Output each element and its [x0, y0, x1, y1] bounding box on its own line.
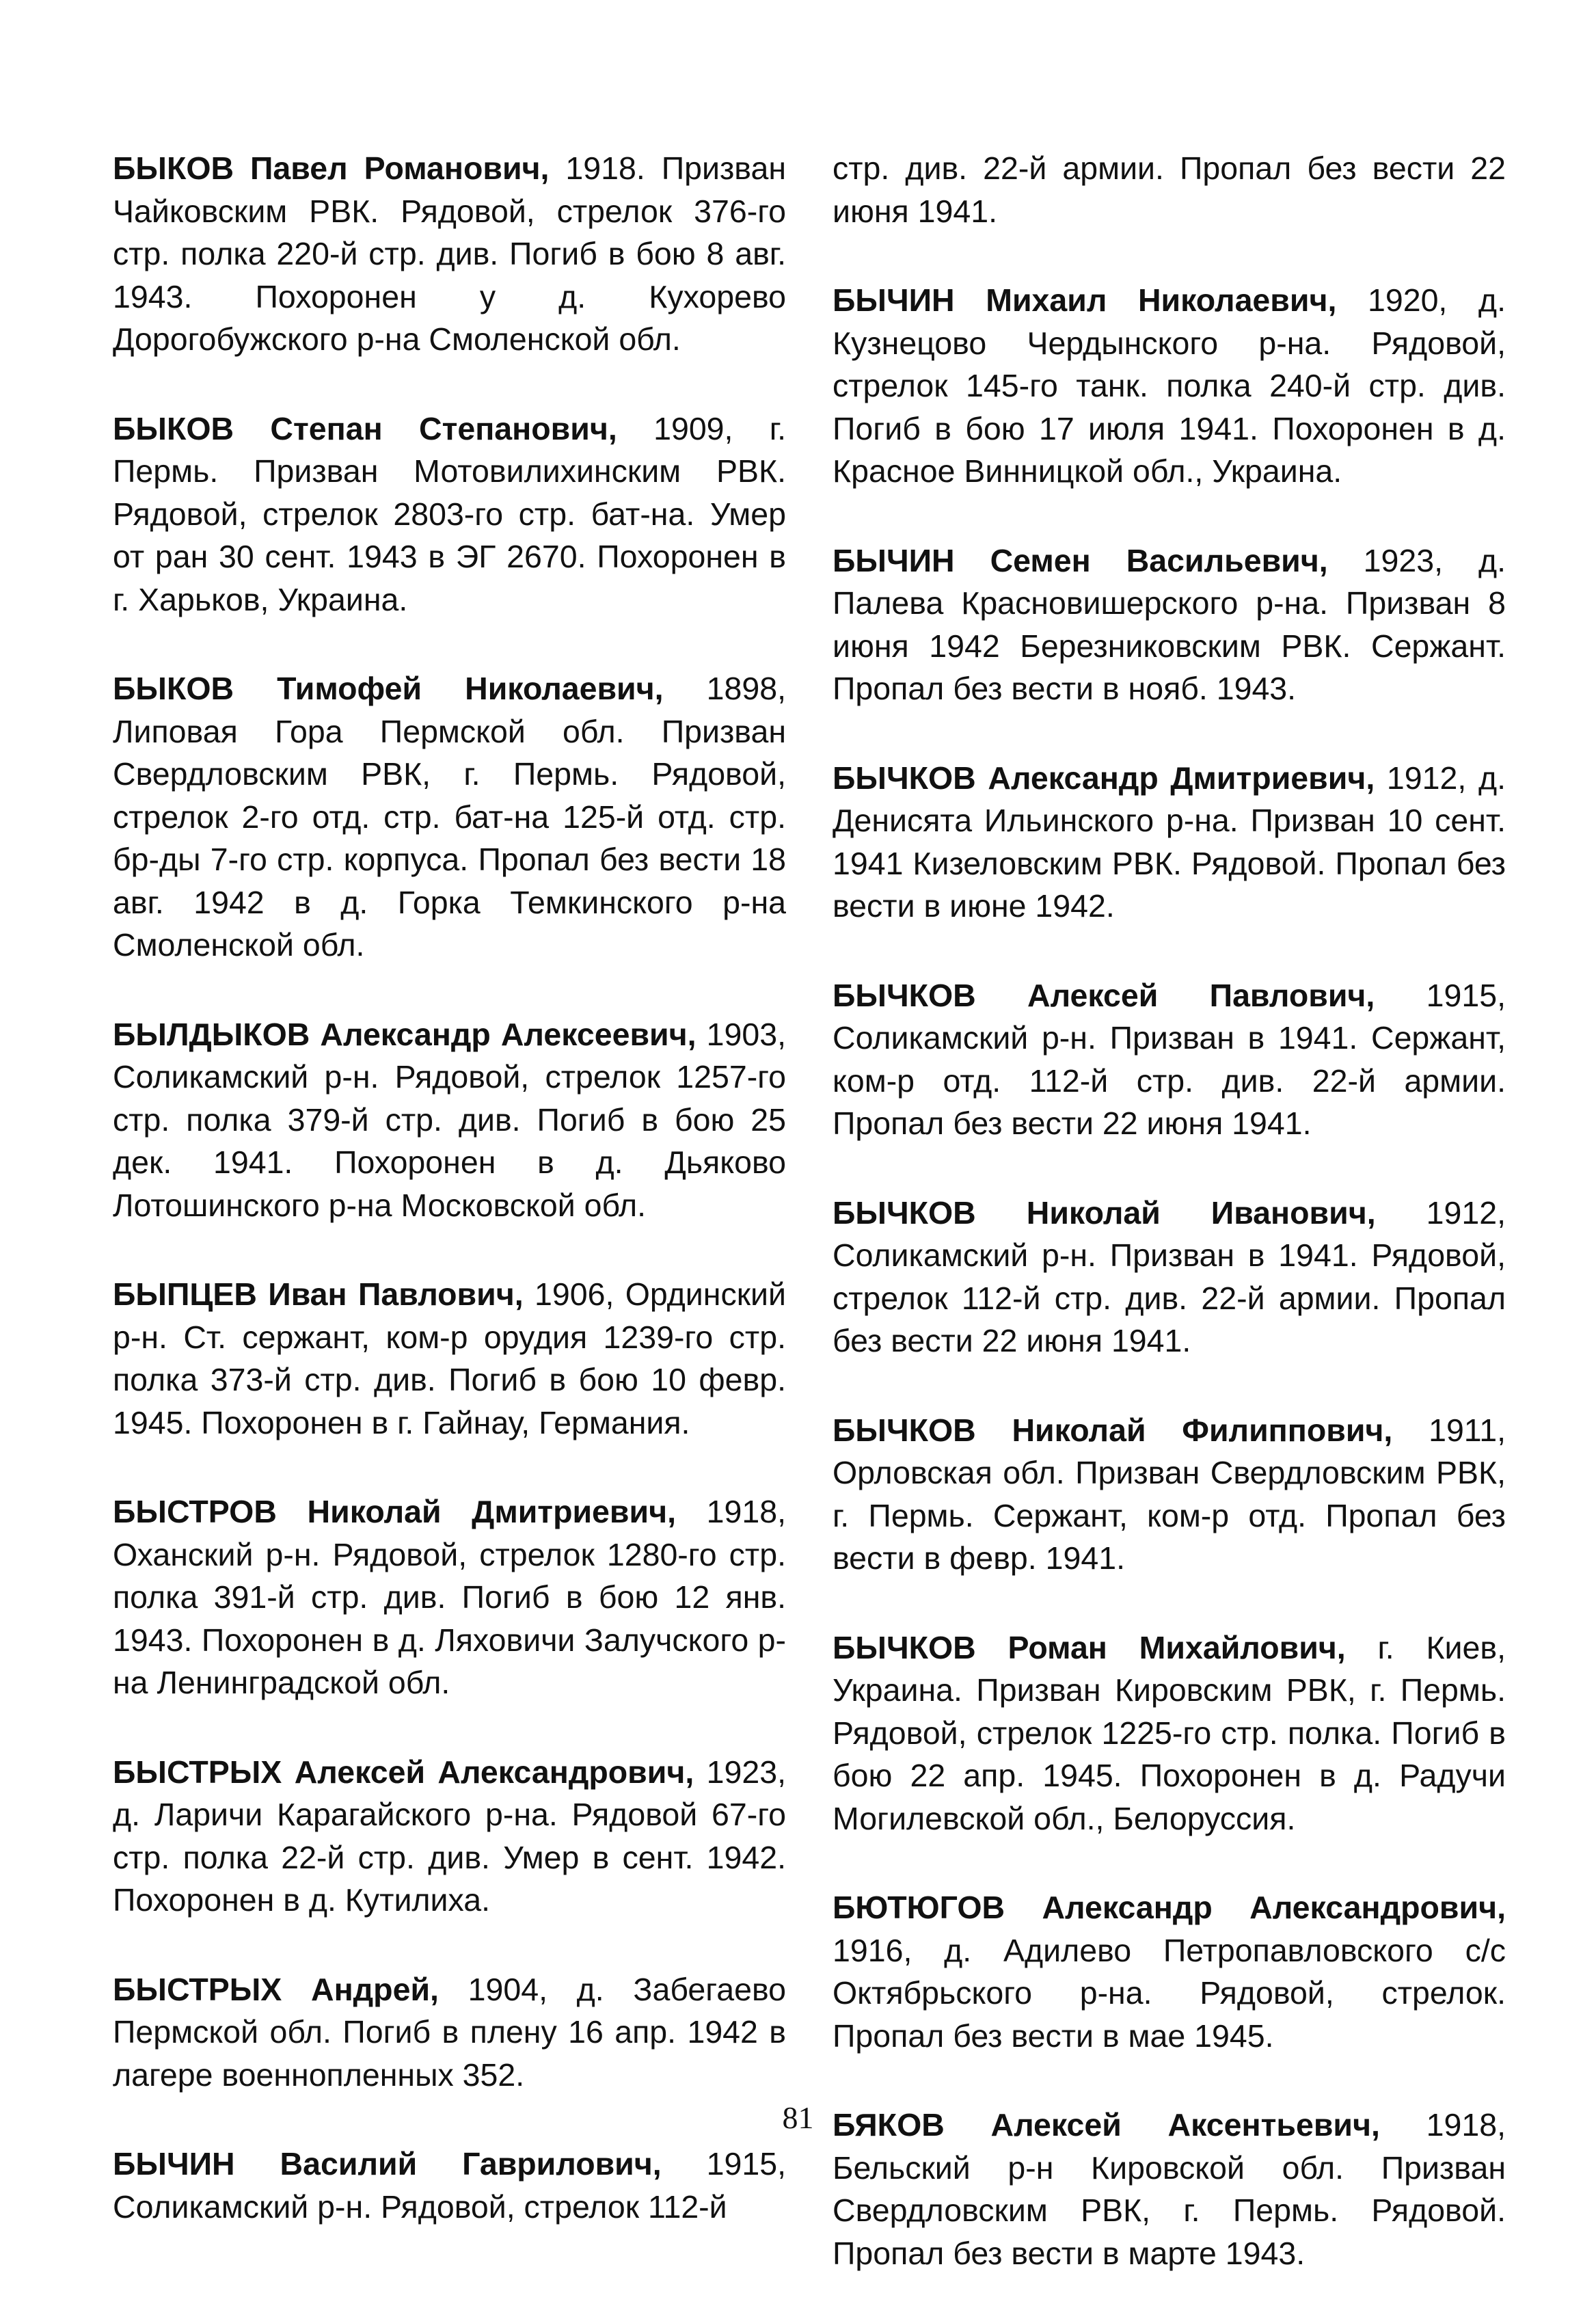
entry-text: 1918, Бельский р-н Кировской обл. Призван Свердловским РВК, г. Пермь. Рядовой. Пропал без вести в марте 1943. — [833, 2107, 1506, 2271]
entry-name: БЫКОВ Павел Романович, — [113, 150, 550, 186]
entry-text: 1912, д. Денисята Ильинского р-на. Призван 10 сент. 1941 Кизеловским РВК. Рядовой. Пропал без вести в июне 1942. — [833, 760, 1506, 924]
entry-text: 1923, д. Палева Красновишерского р-на. Призван 8 июня 1942 Березниковским РВК. Сержант. Пропал без вести в нояб. 1943. — [833, 542, 1506, 706]
entry-name: БЫСТРОВ Николай Дмитриевич, — [113, 1494, 677, 1529]
entry — [113, 2143, 786, 2228]
entry-text: 1915, Соликамский р-н. Призван в 1941. Сержант, ком-р отд. 112-й стр. див. 22-й армии. Пропал без вести 22 июня 1941. — [833, 977, 1506, 1141]
entry-name: БЫЧКОВ Николай Иванович, — [833, 1194, 1376, 1231]
entry-text: 1918, Оханский р-н. Рядовой, стрелок 1280-го стр. полка 391-й стр. див. Погиб в бою 12 янв. 1943. Похоронен в д. Ляховичи Залучского р-на Ленинградской обл. — [113, 1494, 786, 1700]
entry-name: БЫЧКОВ Александр Дмитриевич, — [833, 760, 1375, 796]
entry-name: БЫЧИН Михаил Николаевич, — [833, 282, 1337, 318]
entry — [113, 667, 786, 967]
entry — [113, 1968, 786, 2097]
entry-text: 1904, д. Забегаево Пермской обл. Погиб в плену 16 апр. 1942 в лагере военнопленных 352. — [113, 1971, 786, 2093]
entry-name: БЫЧИН Семен Васильевич, — [833, 542, 1328, 578]
entry-name: БЫЧКОВ Алексей Павлович, — [833, 977, 1375, 1013]
entry-name: БЫКОВ Тимофей Николаевич, — [113, 671, 664, 706]
left-column — [113, 147, 786, 2275]
entry-name: БЫЧИН Василий Гаврилович, — [113, 2146, 662, 2182]
entry-text: 1916, д. Адилево Петропавловского с/с Октябрьского р-на. Рядовой, стрелок. Пропал без вести в мае 1945. — [833, 1932, 1506, 2054]
right-column — [833, 147, 1506, 2321]
entry-name: БЫЛДЫКОВ Александр Алексеевич, — [113, 1016, 696, 1052]
entry — [833, 757, 1506, 928]
entry — [833, 279, 1506, 493]
entry-name: БЫЧКОВ Николай Филиппович, — [833, 1412, 1393, 1448]
entry — [833, 1409, 1506, 1580]
entry — [833, 1626, 1506, 1840]
entry-name: БЫПЦЕВ Иван Павлович, — [113, 1276, 524, 1312]
entry-name: БЫЧКОВ Роман Михайлович, — [833, 1629, 1346, 1665]
entry-text: 1918. Призван Чайковским РВК. Рядовой, стрелок 376-го стр. полка 220-й стр. див. Погиб в бою 8 авг. 1943. Похоронен у д. Кухорево Дорогобужского р-на Смоленской обл. — [113, 150, 786, 357]
entry-text: 1898, Липовая Гора Пермской обл. Призван Свердловским РВК, г. Пермь. Рядовой, стрелок 2-го отд. стр. бат-на 125-й отд. стр. бр-ды 7-го стр. корпуса. Пропал без вести 18 авг. 1942 в д. Горка Темкинского р-на Смоленской обл. — [113, 671, 787, 963]
entry-text: стр. див. 22-й армии. Пропал без вести 22 июня 1941. — [833, 150, 1506, 229]
entry-text: 1923, д. Ларичи Карагайского р-на. Рядовой 67-го стр. полка 22-й стр. див. Умер в сент. 1942. Похоронен в д. Кутилиха. — [113, 1754, 786, 1918]
entry — [113, 1013, 786, 1227]
entry-text: 1909, г. Пермь. Призван Мотовилихинским РВК. Рядовой, стрелок 2803-го стр. бат-на. Умер от ран 30 сент. 1943 в ЭГ 2670. Похоронен в г. Харьков, Украина. — [113, 410, 786, 617]
entry-name: БЯКОВ Алексей Аксентьевич, — [833, 2107, 1380, 2143]
entry — [113, 1751, 786, 1922]
entry-text: г. Киев, Украина. Призван Кировским РВК, г. Пермь. Рядовой, стрелок 1225-го стр. полка. Погиб в бою 22 апр. 1945. Похоронен в д. Радучи Могилевской обл., Белоруссия. — [833, 1629, 1506, 1836]
entry-text: 1906, Ординский р-н. Ст. сержант, ком-р орудия 1239-го стр. полка 373-й стр. див. Погиб в бою 10 февр. 1945. Похоронен в г. Гайнау, Германия. — [113, 1276, 787, 1440]
entry-continuation — [833, 147, 1506, 232]
entry — [113, 407, 786, 621]
entry-name: БЫСТРЫХ Алексей Александрович, — [113, 1754, 694, 1790]
entry-text: 1903, Соликамский р-н. Рядовой, стрелок 1257-го стр. полка 379-й стр. див. Погиб в бою 25 дек. 1941. Похоронен в д. Дьяково Лотошинского р-на Московской обл. — [113, 1016, 787, 1223]
entry — [113, 1490, 786, 1704]
entry — [833, 1192, 1506, 1363]
entry-name: БЮТЮГОВ Александр Александрович, — [833, 1890, 1506, 1925]
page-number: 81 — [782, 2100, 814, 2135]
entry-text: 1915, Соликамский р-н. Рядовой, стрелок 112-й — [113, 2146, 786, 2225]
entry — [113, 147, 786, 361]
entry-name: БЫСТРЫХ Андрей, — [113, 1971, 439, 2007]
entry-name: БЫКОВ Степан Степанович, — [113, 410, 617, 446]
entry-text: 1911, Орловская обл. Призван Свердловским РВК, г. Пермь. Сержант, ком-р отд. Пропал без вести в февр. 1941. — [833, 1412, 1506, 1576]
entry — [113, 1273, 786, 1444]
entry — [833, 539, 1506, 710]
entry-text: 1912, Соликамский р-н. Призван в 1941. Рядовой, стрелок 112-й стр. див. 22-й армии. Пропал без вести 22 июня 1941. — [833, 1194, 1506, 1358]
entry — [833, 1886, 1506, 2057]
entry — [833, 974, 1506, 1145]
entry-text: 1920, д. Кузнецово Чердынского р-на. Рядовой, стрелок 145-го танк. полка 240-й стр. див. Погиб в бою 17 июля 1941. Похоронен в д. Красное Винницкой обл., Украина. — [833, 282, 1506, 489]
